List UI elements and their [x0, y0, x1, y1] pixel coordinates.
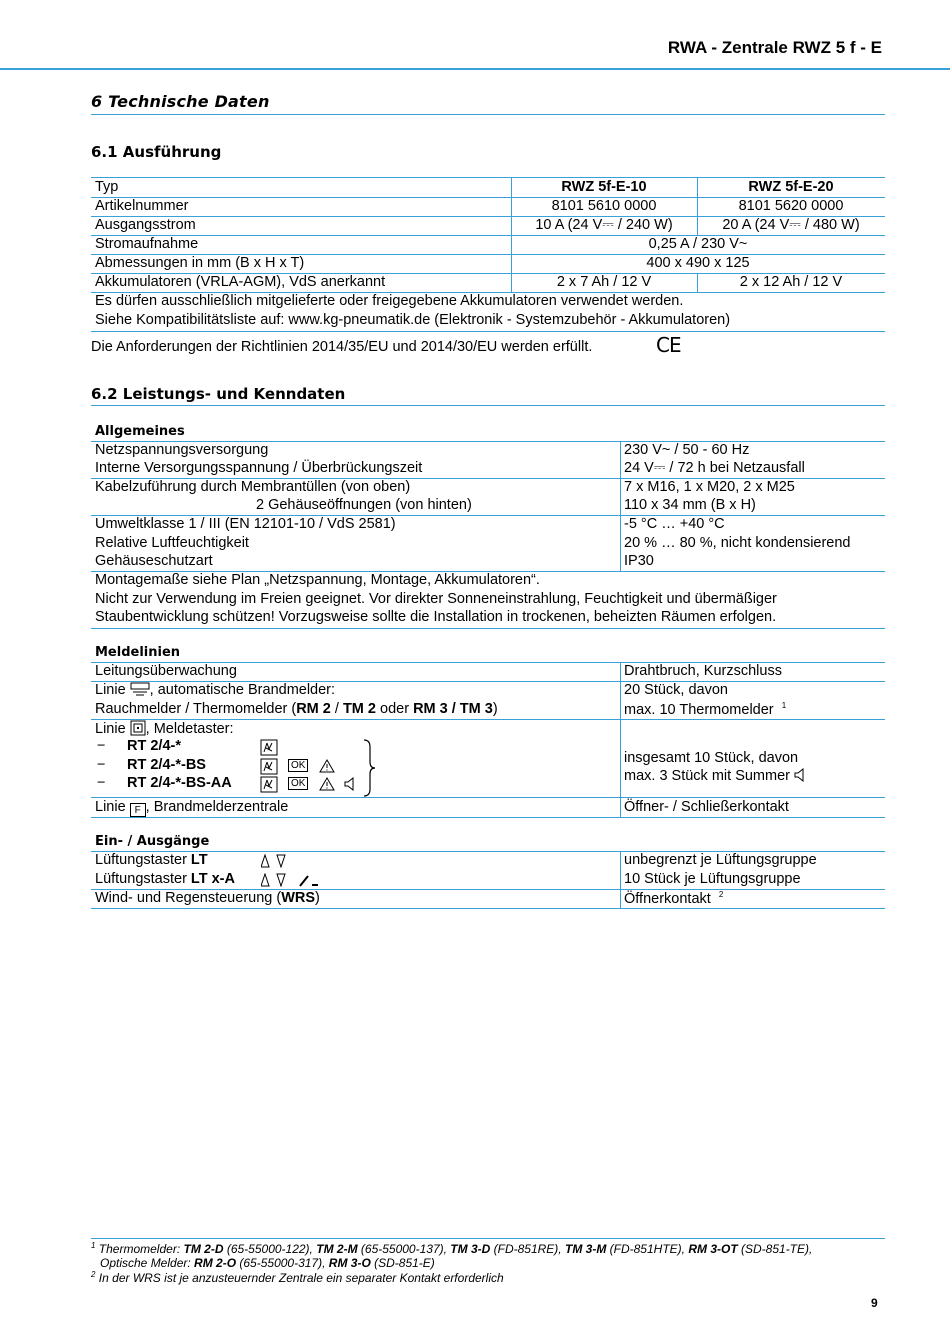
label-text: oder — [375, 701, 414, 717]
buzzer-icon — [344, 777, 356, 791]
label-text: WRS — [281, 890, 316, 906]
label-text: Linie — [95, 799, 126, 815]
row-label: Umweltklasse 1 / III (EN 12101-10 / VdS 2581) — [95, 516, 396, 532]
footnote-text: TM 2-D — [183, 1242, 224, 1256]
footnote-text: Optische Melder: — [100, 1256, 195, 1270]
cell-value: 230 V~ / 50 - 60 Hz — [624, 442, 750, 458]
label-text: LT — [190, 852, 208, 868]
open-close-arrows-icon — [261, 873, 295, 887]
row-rule — [91, 628, 885, 629]
footnote-text: (SD-851-E) — [370, 1256, 435, 1270]
row-rule — [91, 331, 885, 332]
group-heading-general: Allgemeines — [95, 424, 185, 439]
buzzer-icon — [794, 768, 806, 782]
label-text: Linie — [95, 682, 126, 698]
footnote-text: Thermomelder: — [98, 1242, 184, 1256]
table-divider — [620, 662, 621, 817]
footnote-text: (SD-851-TE), — [737, 1242, 813, 1256]
ce-mark-icon: CE — [656, 333, 681, 357]
call-point-line-icon — [130, 720, 146, 736]
row-label: Relative Luftfeuchtigkeit — [95, 535, 249, 551]
row-label — [95, 852, 208, 868]
footnote-2 — [91, 1270, 504, 1285]
ok-button-icon: OK — [288, 777, 308, 790]
footnote-rule — [91, 1238, 885, 1239]
cell-value: 10 Stück je Lüftungsgruppe — [624, 871, 801, 887]
list-bullet: − — [97, 757, 106, 773]
page-number: 9 — [871, 1296, 878, 1310]
row-label — [95, 890, 320, 906]
col-header-rwz20: RWZ 5f-E-20 — [748, 179, 834, 195]
footnote-text: RM 3-OT — [688, 1242, 738, 1256]
label-text: Rauchmelder / Thermomelder ( — [95, 701, 297, 717]
cell-value: IP30 — [624, 553, 654, 569]
footnote-number: 1 — [91, 1241, 96, 1250]
row-rule — [91, 817, 885, 818]
header-rule — [0, 68, 950, 70]
footnote-text: TM 3-M — [564, 1242, 607, 1256]
row-label — [95, 720, 234, 737]
smoke-detector-line-icon — [130, 682, 150, 696]
row-label: Leitungsüberwachung — [95, 663, 237, 679]
list-bullet: − — [97, 738, 106, 754]
row-label: Stromaufnahme — [95, 236, 199, 252]
note-text: Es dürfen ausschließlich mitgelieferte oder freigegebene Akkumulatoren verwendet werden. — [95, 293, 684, 309]
device-label: RT 2/4-*-BS — [127, 757, 206, 773]
value-text: max. 3 Stück mit Summer — [624, 768, 790, 784]
cell-value: 20 A (24 V⎓ / 480 W) — [722, 217, 860, 233]
device-label: RT 2/4-* — [127, 738, 181, 754]
row-rule — [91, 797, 885, 798]
footnote-text: (FD-851HTE), — [606, 1242, 689, 1256]
cell-value — [624, 768, 806, 784]
row-label — [95, 682, 335, 698]
row-rule — [91, 908, 885, 909]
footnote-text: In der WRS ist je anzusteuernder Zentrale ein separater Kontakt erforderlich — [98, 1271, 504, 1285]
cell-value: 7 x M16, 1 x M20, 2 x M25 — [624, 479, 795, 495]
cell-value — [624, 701, 786, 718]
table-divider — [620, 851, 621, 908]
section-rule — [91, 114, 885, 115]
open-close-arrows-icon — [261, 854, 295, 868]
row-label: Artikelnummer — [95, 198, 189, 214]
note-text: Siehe Kompatibilitätsliste auf: www.kg-pneumatik.de (Elektronik - Systemzubehör - Akkumulatoren) — [95, 312, 731, 328]
fire-alarm-icon — [260, 758, 278, 775]
footnote-text: RM 3-O — [328, 1256, 371, 1270]
label-text: Wind- und Regensteuerung ( — [95, 890, 282, 906]
row-label — [95, 799, 288, 817]
value-text: Öffnerkontakt — [624, 890, 711, 907]
row-label — [95, 871, 235, 887]
col-header-rwz10: RWZ 5f-E-10 — [561, 179, 647, 195]
section-title: 6 Technische Daten — [91, 92, 270, 111]
row-label: Ausgangsstrom — [95, 217, 196, 233]
group-heading-signal: Meldelinien — [95, 645, 181, 660]
note-text: Staubentwicklung schützen! Vorzugsweise sollte die Installation in trockenen, beheizten Räumen erfolgen. — [95, 609, 777, 625]
warning-icon — [319, 777, 335, 791]
fire-alarm-icon — [260, 739, 278, 756]
row-label — [95, 701, 498, 717]
cell-value: 2 x 12 Ah / 12 V — [739, 274, 843, 290]
row-label: Gehäuseschutzart — [95, 553, 213, 569]
row-label: Netzspannungsversorgung — [95, 442, 269, 458]
footnote-ref: 1 — [781, 701, 787, 710]
footnote-text: (65-55000-137), — [357, 1242, 451, 1256]
cell-value: 24 V⎓ / 72 h bei Netzausfall — [624, 460, 805, 476]
footnote-number: 2 — [91, 1270, 96, 1279]
label-text: RM 2 — [296, 701, 331, 717]
subsection-title-6-2: 6.2 Leistungs- und Kenndaten — [91, 385, 346, 403]
row-label: Kabelzuführung durch Membrantüllen (von oben) — [95, 479, 411, 495]
cell-value: 10 A (24 V⎓ / 240 W) — [535, 217, 673, 233]
row-label: Akkumulatoren (VRLA-AGM), VdS anerkannt — [95, 274, 386, 290]
group-heading-io: Ein- / Ausgänge — [95, 834, 210, 849]
note-text: Montagemaße siehe Plan „Netzspannung, Montage, Akkumulatoren“. — [95, 572, 540, 588]
fire-panel-line-icon: F — [130, 803, 146, 817]
footnote-text: (65-55000-317), — [236, 1256, 329, 1270]
footnote-text: TM 2-M — [316, 1242, 358, 1256]
label-text: Lüftungstaster — [95, 852, 191, 868]
label-text: ) — [492, 701, 498, 717]
cell-value: unbegrenzt je Lüftungsgruppe — [624, 852, 817, 868]
label-text: Linie — [95, 721, 126, 737]
cell-value: 110 x 34 mm (B x H) — [624, 497, 756, 513]
label-text: RM 3 / TM 3 — [413, 701, 493, 717]
cell-value: Öffner- / Schließerkontakt — [624, 799, 789, 815]
value-text: max. 10 Thermomelder — [624, 701, 774, 718]
note-text: Nicht zur Verwendung im Freien geeignet. Vor direkter Sonneneinstrahlung, Feuchtigkeit und übermäßiger — [95, 591, 777, 607]
row-label: 2 Gehäuseöffnungen (von hinten) — [256, 497, 472, 513]
label-text: , automatische Brandmelder: — [149, 682, 336, 698]
footnote-1 — [91, 1241, 812, 1256]
page-header — [0, 30, 950, 68]
cell-value: Drahtbruch, Kurzschluss — [624, 663, 782, 679]
stop-switch-icon — [298, 873, 320, 887]
warning-icon — [319, 759, 335, 773]
cell-value: 400 x 490 x 125 — [646, 255, 750, 271]
table-divider — [620, 441, 621, 571]
footnote-ref: 2 — [718, 890, 724, 899]
brace-icon — [362, 739, 376, 797]
label-text: LT x-A — [190, 871, 235, 887]
cell-value — [624, 890, 723, 907]
conformity-text: Die Anforderungen der Richtlinien 2014/35/EU und 2014/30/EU werden erfüllt. — [91, 339, 593, 355]
label-text: / — [330, 701, 343, 717]
cell-value: -5 °C … +40 °C — [624, 516, 725, 532]
cell-value: 20 Stück, davon — [624, 682, 728, 698]
label-text: TM 2 — [342, 701, 376, 717]
row-label: Abmessungen in mm (B x H x T) — [95, 255, 305, 271]
label-text: Lüftungstaster — [95, 871, 191, 887]
label-text: , Brandmelderzentrale — [145, 799, 289, 815]
section-rule — [91, 405, 885, 406]
cell-value: 20 % … 80 %, nicht kondensierend — [624, 535, 851, 551]
cell-value: 0,25 A / 230 V~ — [648, 236, 748, 252]
cell-value: insgesamt 10 Stück, davon — [624, 750, 799, 766]
cell-value: 2 x 7 Ah / 12 V — [556, 274, 652, 290]
footnote-text: (FD-851RE), — [490, 1242, 565, 1256]
footnote-1b — [100, 1256, 435, 1270]
footnote-text: TM 3-D — [450, 1242, 491, 1256]
ok-button-icon: OK — [288, 759, 308, 772]
subsection-title-6-1: 6.1 Ausführung — [91, 143, 222, 161]
label-text: , Meldetaster: — [145, 721, 234, 737]
device-label: RT 2/4-*-BS-AA — [127, 775, 232, 791]
list-bullet: − — [97, 775, 106, 791]
document-title: RWA - Zentrale RWZ 5 f - E — [667, 38, 882, 57]
col-header-type: Typ — [95, 179, 119, 195]
table-rule — [91, 177, 885, 178]
row-label: Interne Versorgungsspannung / Überbrückungszeit — [95, 460, 423, 476]
footnote-text: (65-55000-122), — [223, 1242, 317, 1256]
footnote-text: RM 2-O — [194, 1256, 237, 1270]
cell-value: 8101 5620 0000 — [738, 198, 844, 214]
cell-value: 8101 5610 0000 — [551, 198, 657, 214]
label-text: ) — [315, 890, 320, 906]
fire-alarm-icon — [260, 776, 278, 793]
